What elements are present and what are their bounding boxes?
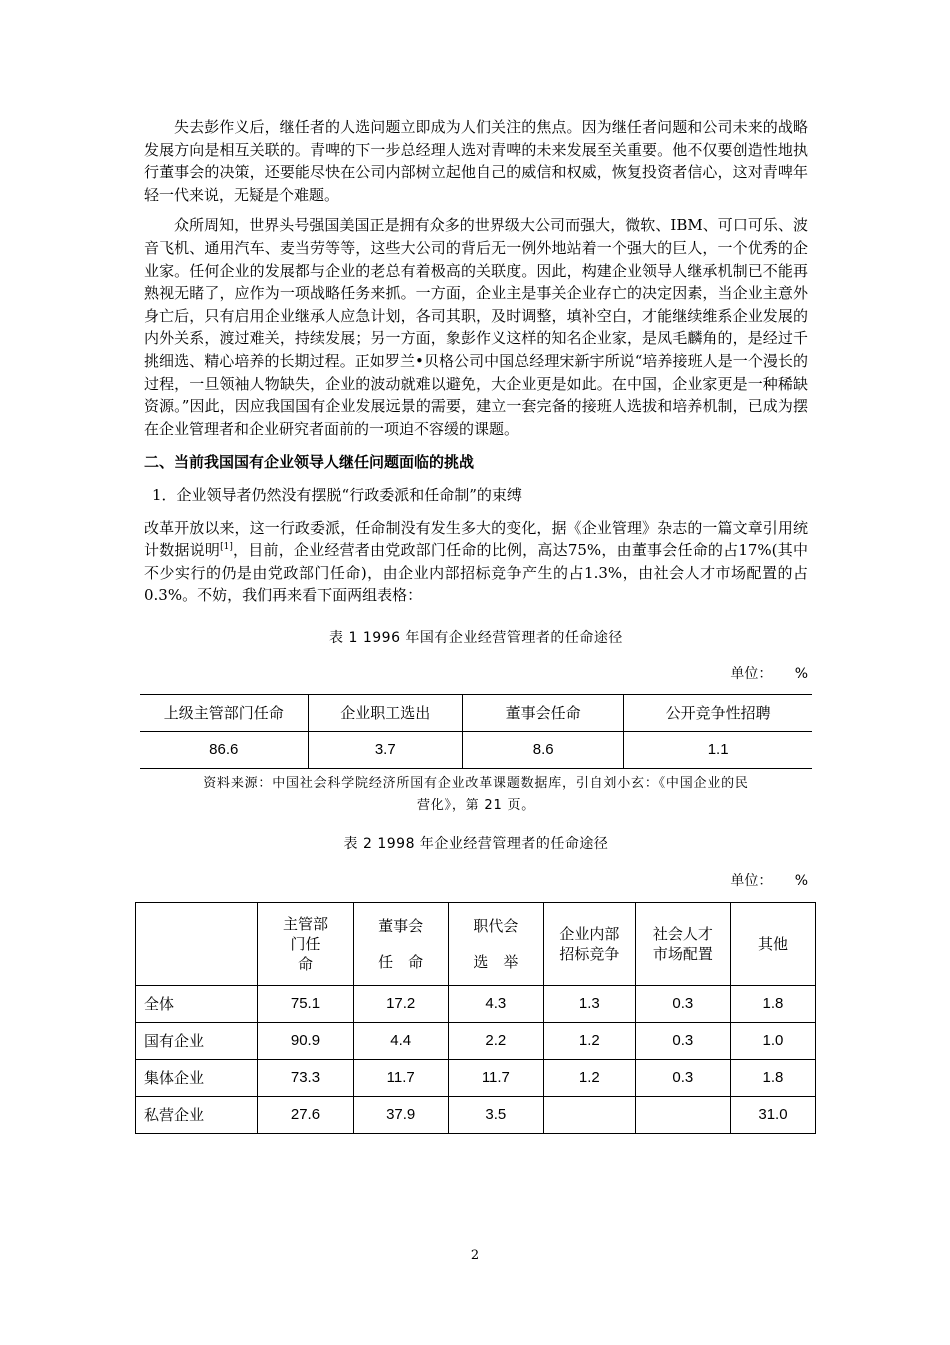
table2-header-line: 门任	[290, 935, 321, 954]
table2-value-cell: 27.6	[258, 1097, 353, 1134]
table2-unit-value: %	[794, 872, 808, 889]
table2-header-line: 社会人才	[652, 925, 713, 944]
paragraph-text-a: 改革开放以来，这一行政委派，任命制没有发生多大的变化，据《企业管理》杂志的一篇文章引用统计数据说明	[144, 518, 808, 560]
table2-corner-cell	[136, 903, 258, 986]
table1-source-line1: 资料来源：中国社会科学院经济所国有企业改革课题数据库，引自刘小玄：《中国企业的民	[203, 776, 749, 792]
table2-header-line: 任 命	[378, 953, 424, 972]
table2-header-line: 招标竞争	[559, 945, 620, 964]
table2-row-label: 私营企业	[136, 1097, 258, 1134]
table2-header-cell	[258, 903, 353, 986]
table2-header-cell	[448, 903, 543, 986]
table1-header-cell: 董事会任命	[463, 695, 624, 732]
table1-source	[144, 773, 808, 817]
table2-header-line: 主管部	[282, 915, 328, 934]
table2-header-line: 命	[297, 955, 313, 974]
table2-unit	[144, 870, 808, 893]
table2-value-cell: 4.3	[448, 986, 543, 1023]
table1-header-cell: 上级主管部门任命	[140, 695, 308, 732]
table1	[140, 694, 812, 769]
table2-header-cell	[635, 903, 730, 986]
table2-value-cell: 1.2	[543, 1060, 635, 1097]
document-page	[144, 116, 808, 1134]
table1-header-cell: 企业职工选出	[308, 695, 463, 732]
table2-row	[136, 986, 816, 1023]
table2-header-line: 其他	[757, 935, 788, 954]
table2-row	[136, 1023, 816, 1060]
table1-value-cell: 86.6	[140, 732, 308, 769]
table2	[135, 902, 816, 1134]
table2-value-cell: 37.9	[353, 1097, 448, 1134]
table2-header-line: 选 举	[473, 953, 519, 972]
table2-value-cell: 1.8	[730, 986, 815, 1023]
table2-value-cell: 0.3	[635, 1060, 730, 1097]
table1-value-cell: 3.7	[308, 732, 463, 769]
paragraph-text-bracket: ，	[232, 541, 249, 560]
table2-value-cell: 0.3	[635, 1023, 730, 1060]
table2-unit-label: 单位：	[730, 872, 773, 889]
table2-value-cell: 0.3	[635, 986, 730, 1023]
table2-value-cell: 90.9	[258, 1023, 353, 1060]
table2-header-cell	[730, 903, 815, 986]
table2-value-cell: 1.0	[730, 1023, 815, 1060]
table2-value-cell	[543, 1097, 635, 1134]
table2-header-row	[136, 903, 816, 986]
table2-header-line: 董事会	[378, 917, 424, 936]
table1-value-cell: 8.6	[463, 732, 624, 769]
table2-header-cell	[353, 903, 448, 986]
table2-value-cell: 31.0	[730, 1097, 815, 1134]
table2-row-label: 全体	[136, 986, 258, 1023]
table2-row	[136, 1097, 816, 1134]
citation-ref[interactable]: [1]	[220, 542, 233, 553]
table1-source-line2: 营化》，第 21 页。	[416, 798, 536, 814]
table1-header-cell: 公开竞争性招聘	[624, 695, 812, 732]
table2-row-label: 国有企业	[136, 1023, 258, 1060]
paragraph-appointment-stats	[144, 517, 808, 607]
table1-unit-value: %	[794, 666, 808, 683]
table2-value-cell: 75.1	[258, 986, 353, 1023]
table1-unit	[144, 663, 808, 686]
table2-value-cell: 73.3	[258, 1060, 353, 1097]
table2-header-line: 企业内部	[559, 925, 620, 944]
table2-caption: 表 2 1998 年企业经营管理者的任命途径	[343, 836, 609, 853]
table1-value-cell: 1.1	[707, 740, 729, 758]
table2-header-line: 职代会	[473, 917, 519, 936]
table2-header-line: 市场配置	[652, 945, 713, 964]
table2-value-cell: 2.2	[448, 1023, 543, 1060]
table2-row-label: 集体企业	[136, 1060, 258, 1097]
table1-value-row	[140, 732, 812, 769]
page-number: 2	[470, 1248, 480, 1263]
paragraph-successor: 失去彭作义后，继任者的人选问题立即成为人们关注的焦点。因为继任者问题和公司未来的战略发展方向是相互关联的。青啤的下一步总经理人选对青啤的未来发展至关重要。他不仅要创造性地执行董事会的决策，还要能尽快在公司内部树立起他自己的威信和权威，恢复投资者信心，这对青啤年轻一代来说，无疑是个难题。	[144, 118, 808, 204]
table2-value-cell: 1.3	[543, 986, 635, 1023]
table2-value-cell: 3.5	[448, 1097, 543, 1134]
table2-value-cell: 1.2	[543, 1023, 635, 1060]
table2-row	[136, 1060, 816, 1097]
paragraph-succession-mechanism: 众所周知，世界头号强国美国正是拥有众多的世界级大公司而强大，微软、IBM、可口可乐、波音飞机、通用汽车、麦当劳等等，这些大公司的背后无一例外地站着一个强大的巨人，一个优秀的企业家。任何企业的发展都与企业的老总有着极高的关联度。因此，构建企业领导人继承机制已不能再熟视无睹了，应作为一项战略任务来抓。一方面，企业主是事关企业存亡的决定因素，当企业主意外身亡后，只有启用企业继承人应急计划，各司其职，及时调整，填补空白，才能继续维系企业发展的内外关系，渡过难关，持续发展；另一方面，象彭作义这样的知名企业家，是凤毛麟角的，是经过千挑细选、精心培养的长期过程。正如罗兰•贝格公司中国总经理宋新宇所说“培养接班人是一个漫长的过程，一旦领袖人物缺失，企业的波动就难以避免，大企业更是如此。在中国，企业家更是一种稀缺资源。”因此，因应我国国有企业发展远景的需要，建立一套完备的接班人选拔和培养机制，已成为摆在企业管理者和企业研究者面前的一项迫不容缓的课题。	[144, 216, 808, 438]
table2-value-cell: 17.2	[353, 986, 448, 1023]
paragraph-text-b: 目前，企业经营者由党政部门任命的比例，高达75%，由董事会任命的占17%(其中不少实行的仍是由党政部门任命)，由企业内部招标竞争产生的占1.3%，由社会人才市场配置的占0.3%。不妨，我们再来看下面两组表格：	[144, 541, 808, 605]
table1-header-row	[140, 695, 812, 732]
section-heading: 二、当前我国国有企业领导人继任问题面临的挑战	[144, 453, 475, 472]
table2-value-cell	[635, 1097, 730, 1134]
table2-value-cell: 4.4	[353, 1023, 448, 1060]
table2-value-cell: 1.8	[730, 1060, 815, 1097]
table2-value-cell: 11.7	[448, 1060, 543, 1097]
table2-header-cell	[543, 903, 635, 986]
table2-value-cell: 11.7	[353, 1060, 448, 1097]
subsection-heading: 1．企业领导者仍然没有摆脱“行政委派和任命制”的束缚	[152, 485, 522, 504]
table1-caption: 表 1 1996 年国有企业经营管理者的任命途径	[329, 629, 623, 646]
table1-unit-label: 单位：	[730, 666, 773, 683]
